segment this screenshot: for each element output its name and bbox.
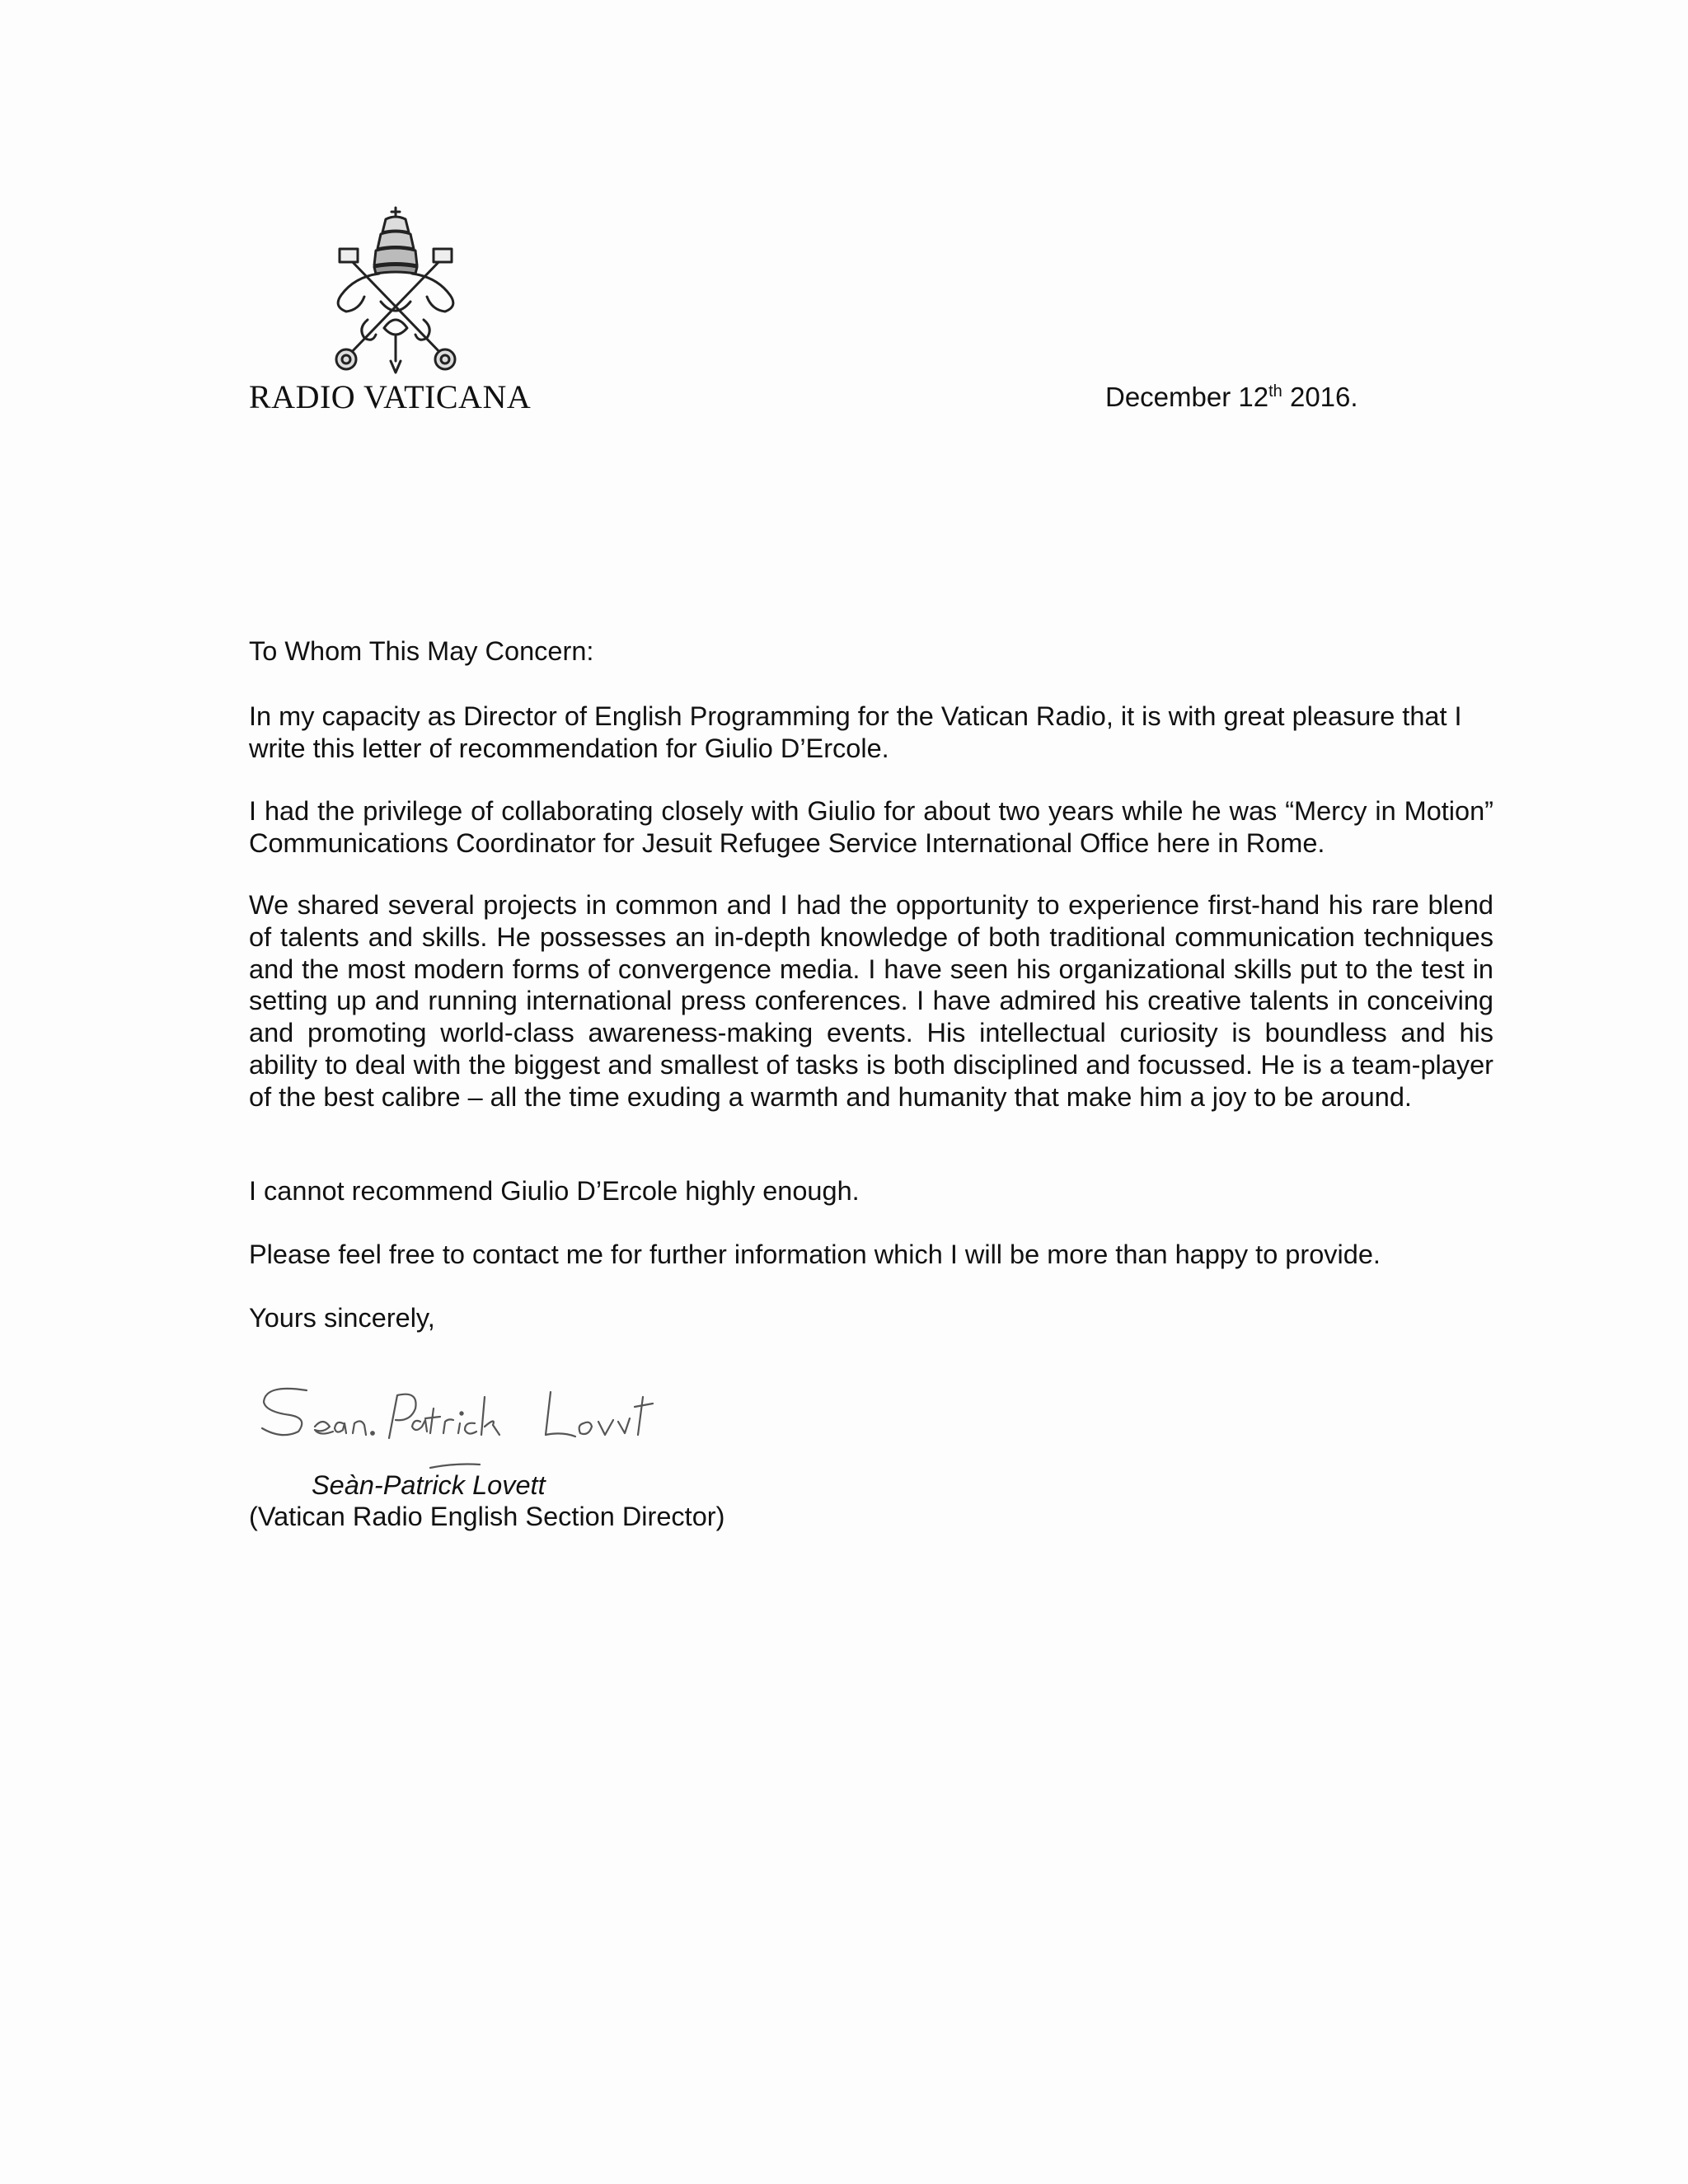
signer-title: (Vatican Radio English Section Director)	[249, 1502, 725, 1531]
date-main: December 12	[1105, 382, 1269, 412]
signer-name: Seàn-Patrick Lovett	[312, 1470, 546, 1500]
letter-date	[1105, 382, 1358, 413]
papal-keys-tiara-emblem-icon	[321, 204, 470, 377]
org-name: RADIO VATICANA	[249, 378, 532, 415]
paragraph-recommendation: I cannot recommend Giulio D’Ercole highly enough.	[249, 1176, 860, 1206]
handwritten-signature	[257, 1372, 686, 1471]
closing: Yours sincerely,	[249, 1303, 435, 1333]
date-ordinal: th	[1268, 382, 1282, 401]
paragraph-collaboration: I had the privilege of collaborating closely with Giulio for about two years while he was “Mercy in Motion” Communications Coordinator for Jesuit Refugee Service International Office here in Rome.	[249, 796, 1493, 858]
paragraph-contact: Please feel free to contact me for further information which I will be more than happy to provide.	[249, 1240, 1381, 1269]
paragraph-skills: We shared several projects in common and I had the opportunity to experience first-hand his rare blend of talents and skills. He possesses an in-depth knowledge of both traditional communication techniques and the most modern forms of convergence media. I have seen his organizational skills put to the test in setting up and running international press conferences. I have admired his creative talents in conceiving and promoting world-class awareness-making events. His intellectual curiosity is boundless and his ability to deal with the biggest and smallest of tasks is both disciplined and focussed. He is a team-player of the best calibre – all the time exuding a warmth and humanity that make him a joy to be around.	[249, 890, 1493, 1112]
date-year: 2016.	[1282, 382, 1358, 412]
salutation: To Whom This May Concern:	[249, 636, 594, 666]
paragraph-intro: In my capacity as Director of English Programming for the Vatican Radio, it is with great pleasure that I write this letter of recommendation for Giulio D’Ercole.	[249, 701, 1462, 763]
